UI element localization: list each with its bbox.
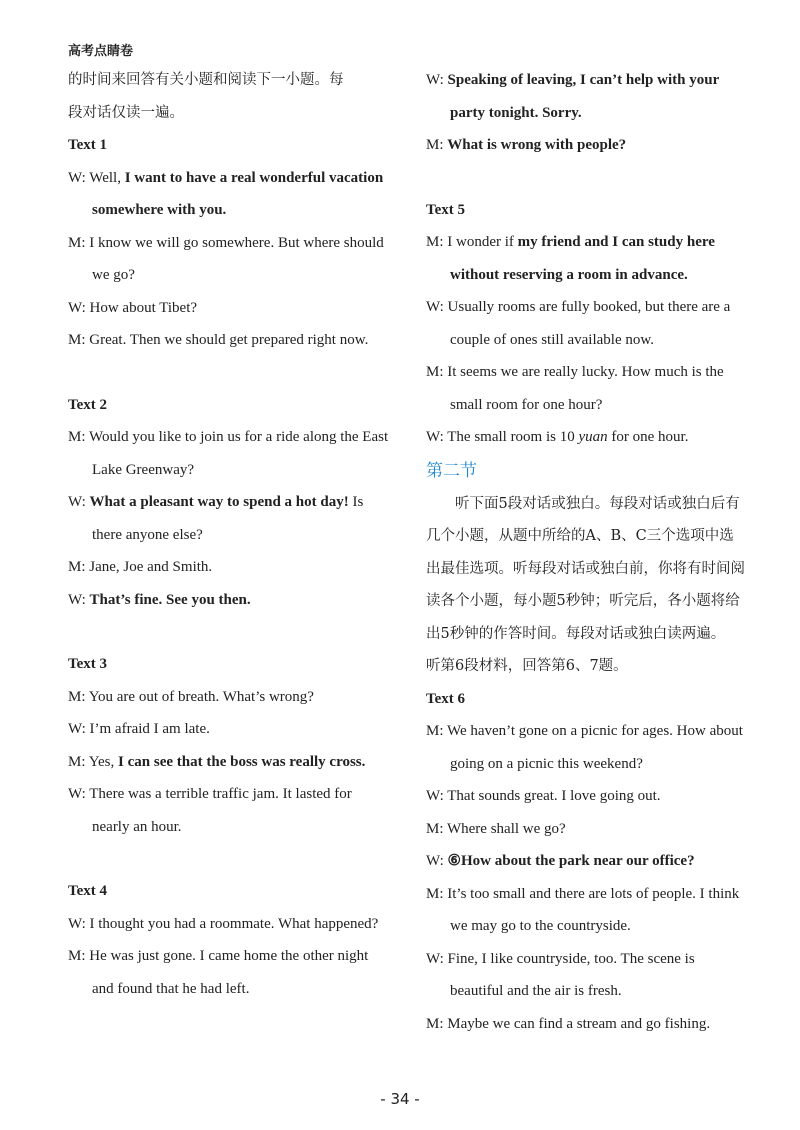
text4-line-2: M: He was just gone. I came home the other night and found that he had left. xyxy=(68,948,369,997)
text1-line-2: M: I know we will go somewhere. But where should we go? xyxy=(68,234,384,283)
intro-line-2: 段对话仅读一遍。 xyxy=(68,104,184,121)
section-heading: 第二节 xyxy=(426,460,477,481)
text4-line-4: M: What is wrong with people? xyxy=(426,137,627,153)
text3-line-4: W: There was a terrible traffic jam. It lasted for nearly an hour. xyxy=(68,786,352,835)
text1-line-1: W: Well, I want to have a real wonderful vacation somewhere with you. xyxy=(68,169,384,218)
text4-title: Text 4 xyxy=(68,883,108,899)
text2-title: Text 2 xyxy=(68,396,108,413)
text2-line-4: W: That’s fine. See you then. xyxy=(68,591,251,608)
text6-line-1: M: We haven’t gone on a picnic for ages. How about going on a picnic this weekend? xyxy=(426,723,743,772)
text3-line-2: W: I’m afraid I am late. xyxy=(68,721,210,737)
text6-line-6: W: Fine, I like countryside, too. The scene is beautiful and the air is fresh. xyxy=(426,950,695,999)
section-instructions-2: 听第6段材料，回答第6、7题。 xyxy=(426,658,628,674)
text5-line-2: W: Usually rooms are fully booked, but there are a couple of ones still available now. xyxy=(426,299,731,348)
text2-line-1: M: Would you like to join us for a ride along the East Lake Greenway? xyxy=(68,429,389,478)
right-column xyxy=(426,64,748,1040)
text1-title: Text 1 xyxy=(68,137,108,153)
text5-line-4: W: The small room is 10 yuan for one hour. xyxy=(426,429,689,445)
text6-line-4: W: ⑥How about the park near our office? xyxy=(426,853,695,869)
text5-line-3: M: It seems we are really lucky. How much is the small room for one hour? xyxy=(426,364,724,413)
text6-line-5: M: It’s too small and there are lots of people. I think we may go to the countryside. xyxy=(426,885,740,934)
text3-title: Text 3 xyxy=(68,656,108,672)
text4-line-3: W: Speaking of leaving, I can’t help with your party tonight. Sorry. xyxy=(426,72,719,121)
text2-line-2: W: What a pleasant way to spend a hot day! Is there anyone else? xyxy=(68,494,364,543)
text3-line-3: M: Yes, I can see that the boss was really cross. xyxy=(68,753,366,770)
text5-line-1: M: I wonder if my friend and I can study here without reserving a room in advance. xyxy=(426,234,715,283)
intro-line-1: 的时间来回答有关小题和阅读下一小题。每 xyxy=(68,72,344,88)
text5-title: Text 5 xyxy=(426,201,466,218)
text6-line-3: M: Where shall we go? xyxy=(426,820,566,837)
text3-line-1: M: You are out of breath. What’s wrong? xyxy=(68,688,314,705)
text6-title: Text 6 xyxy=(426,690,466,707)
text1-line-4: M: Great. Then we should get prepared right now. xyxy=(68,332,369,348)
page-number: - 34 - xyxy=(380,1090,420,1108)
text4-line-1: W: I thought you had a roommate. What happened? xyxy=(68,915,379,932)
text6-line-7: M: Maybe we can find a stream and go fishing. xyxy=(426,1015,711,1032)
text1-line-3: W: How about Tibet? xyxy=(68,299,198,316)
text2-line-3: M: Jane, Joe and Smith. xyxy=(68,559,213,575)
header-title: 高考点睛卷 xyxy=(68,44,134,59)
left-column xyxy=(68,64,390,1005)
section-instructions: 听下面5段对话或独白。每段对话或独白后有几个小题，从题中所给的A、B、C三个选项中选出最佳选项。听每段对话或独白前，你将有时间阅读各个小题，每小题5秒钟；听完后，各小题将给出5秒钟的作答时间。每段对话或独白读两遍。 xyxy=(426,495,745,642)
text6-line-2: W: That sounds great. I love going out. xyxy=(426,788,661,804)
